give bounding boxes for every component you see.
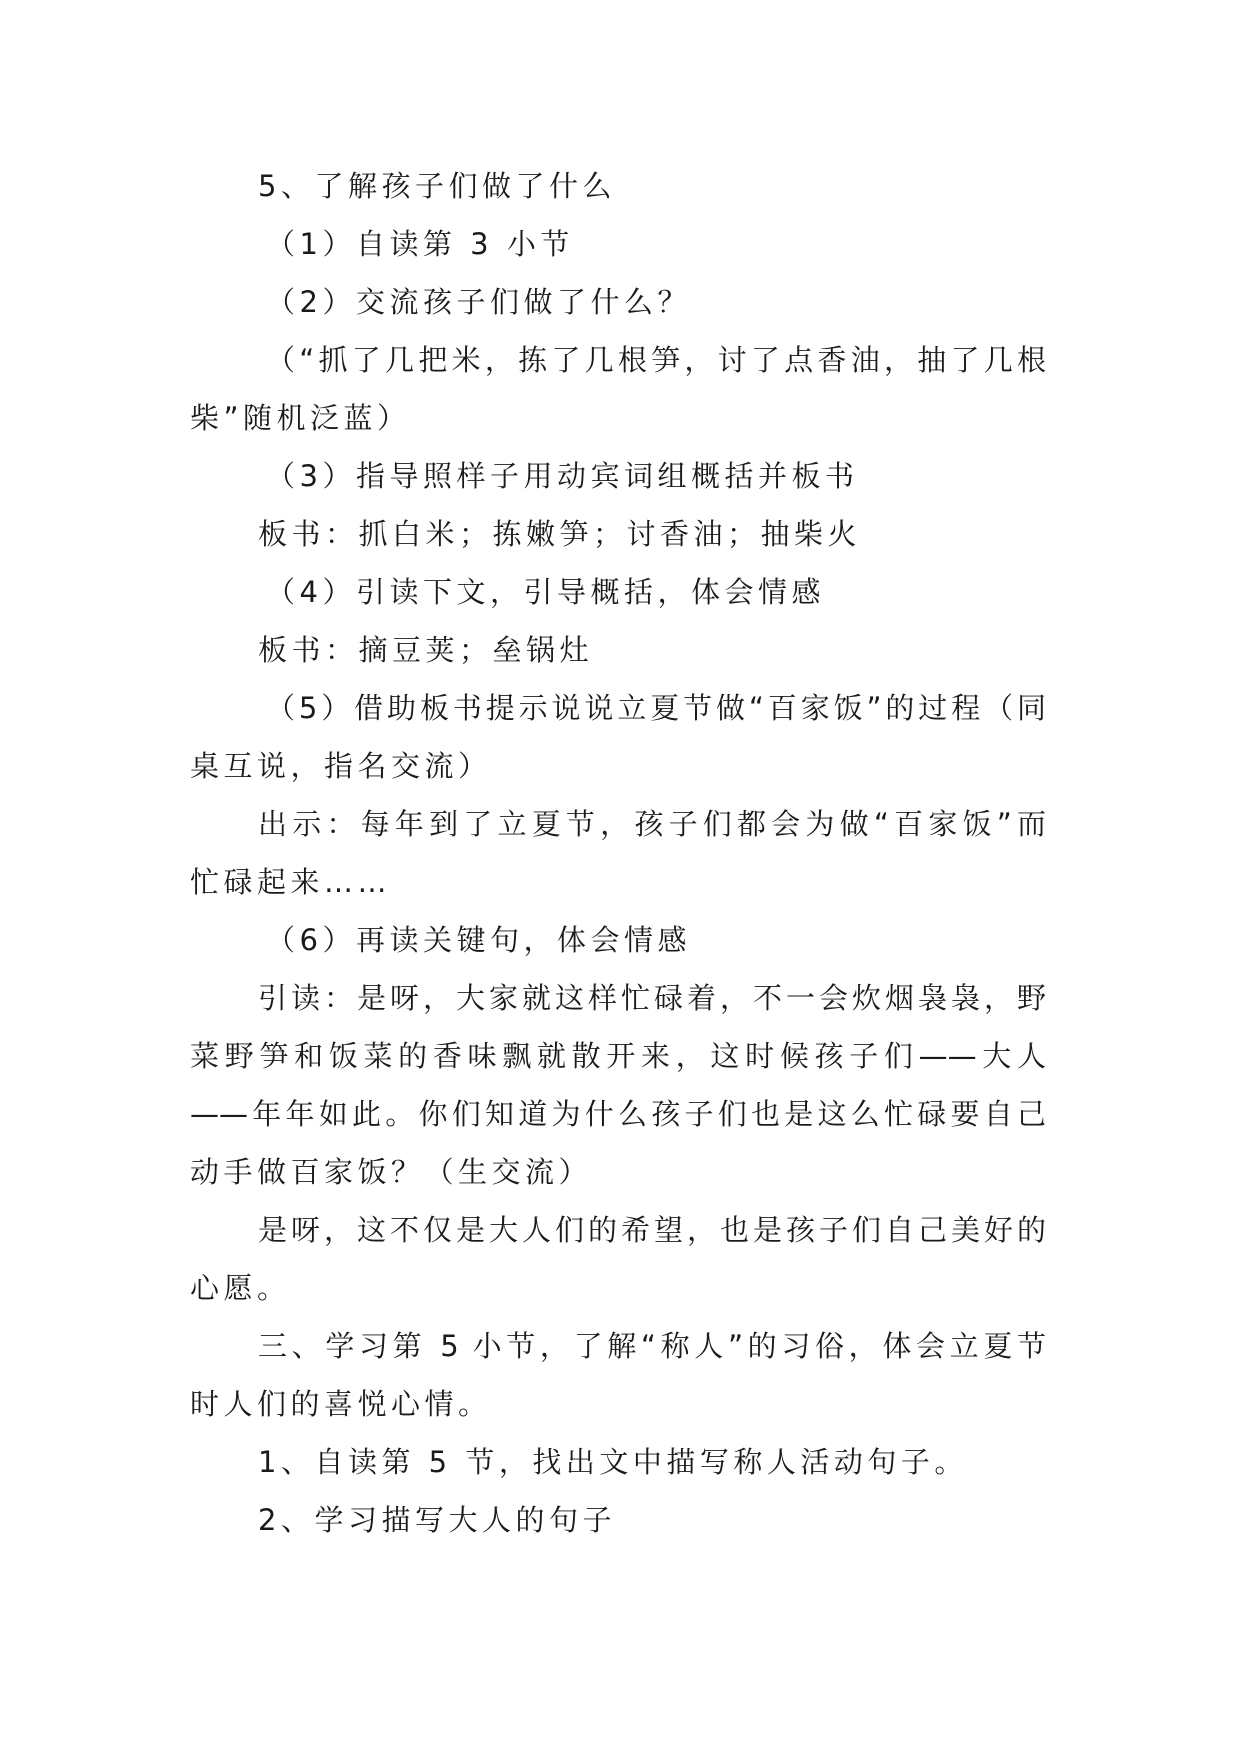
text-line: （3）指导照样子用动宾词组概括并板书 — [266, 459, 859, 493]
text-line: （5）借助板书提示说说立夏节做“百家饭”的过程（同 — [266, 691, 1046, 725]
text-line: （6）再读关键句，体会情感 — [266, 923, 691, 957]
text-line: 5、了解孩子们做了什么 — [258, 169, 616, 203]
text-line: 是呀，这不仅是大人们的希望，也是孩子们自己美好的 — [258, 1213, 1046, 1247]
text-line: 2、学习描写大人的句子 — [258, 1503, 616, 1537]
text-line: （2）交流孩子们做了什么？ — [266, 285, 691, 319]
text-line: 板书：摘豆荚；垒锅灶 — [258, 633, 594, 667]
text-line: 板书：抓白米；拣嫩笋；讨香油；抽柴火 — [258, 517, 862, 551]
text-line: 时人们的喜悦心情。 — [190, 1387, 492, 1421]
text-line: 桌互说，指名交流） — [190, 749, 492, 783]
text-line: 出示：每年到了立夏节，孩子们都会为做“百家饭”而 — [258, 807, 1046, 841]
text-line: （1）自读第 3 小节 — [266, 227, 574, 261]
text-line: 菜野笋和饭菜的香味飘就散开来，这时候孩子们——大人 — [190, 1039, 1046, 1073]
text-line: （“抓了几把米，拣了几根笋，讨了点香油，抽了几根 — [266, 343, 1046, 377]
text-line: ——年年如此。你们知道为什么孩子们也是这么忙碌要自己 — [190, 1097, 1046, 1131]
text-line: 柴”随机泛蓝） — [190, 401, 411, 435]
text-line: 忙碌起来…… — [190, 865, 392, 899]
text-line: 1、自读第 5 节，找出文中描写称人活动句子。 — [258, 1445, 968, 1479]
text-line: （4）引读下文，引导概括，体会情感 — [266, 575, 825, 609]
text-line: 引读：是呀，大家就这样忙碌着，不一会炊烟袅袅，野 — [258, 981, 1046, 1015]
text-line: 三、学习第 5 小节，了解“称人”的习俗，体会立夏节 — [258, 1329, 1046, 1363]
text-line: 心愿。 — [190, 1271, 291, 1305]
text-line: 动手做百家饭？（生交流） — [190, 1155, 593, 1189]
